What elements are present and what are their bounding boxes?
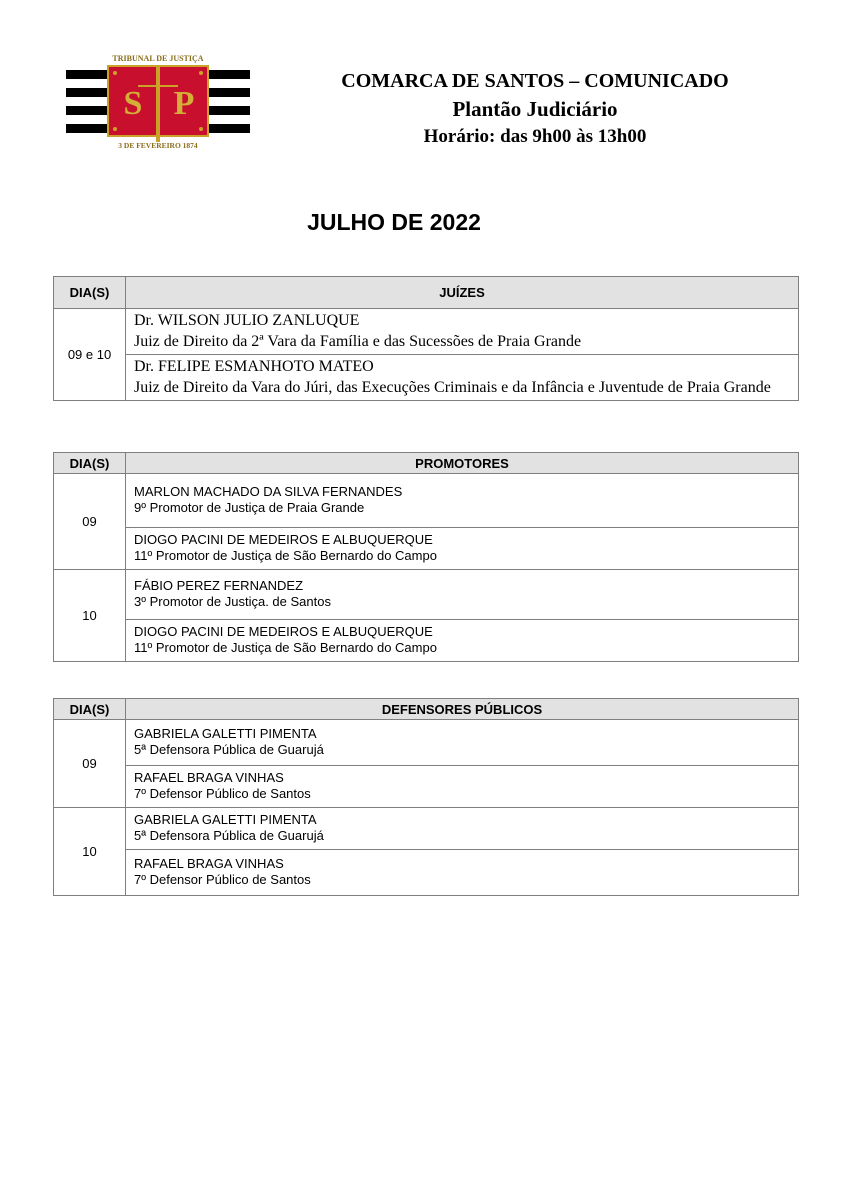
table-row	[54, 355, 799, 401]
defensores-col-title: DEFENSORES PÚBLICOS	[126, 699, 799, 720]
defender-entry	[126, 720, 799, 766]
judge-name: Dr. FELIPE ESMANHOTO MATEO	[134, 358, 374, 375]
judge-role: Juiz de Direito da Vara do Júri, das Execuções Criminais e da Infância e Juventude de Praia Grande	[134, 379, 771, 396]
defender-entry	[126, 850, 799, 896]
table-row	[54, 620, 799, 662]
prosecutor-entry	[126, 474, 799, 528]
promotores-day: 09	[54, 474, 126, 570]
defender-entry	[126, 808, 799, 850]
prosecutor-role: 9º Promotor de Justiça de Praia Grande	[134, 500, 365, 515]
table-row	[54, 850, 799, 896]
month-title: JULHO DE 2022	[307, 209, 481, 235]
defender-name: RAFAEL BRAGA VINHAS	[134, 770, 284, 785]
prosecutor-name: FÁBIO PEREZ FERNANDEZ	[134, 578, 304, 593]
defender-name: RAFAEL BRAGA VINHAS	[134, 856, 284, 871]
prosecutor-role: 11º Promotor de Justiça de São Bernardo do Campo	[134, 548, 437, 563]
defensores-table	[53, 698, 799, 896]
promotores-col-day: DIA(S)	[54, 453, 126, 474]
defender-role: 7º Defensor Público de Santos	[134, 872, 311, 887]
defensores-day: 10	[54, 808, 126, 896]
table-row	[54, 720, 799, 766]
juizes-table	[53, 276, 799, 401]
prosecutor-name: DIOGO PACINI DE MEDEIROS E ALBUQUERQUE	[134, 624, 433, 639]
prosecutor-name: MARLON MACHADO DA SILVA FERNANDES	[134, 484, 403, 499]
juizes-col-title: JUÍZES	[126, 277, 799, 309]
prosecutor-role: 11º Promotor de Justiça de São Bernardo do Campo	[134, 640, 437, 655]
header-horario: Horário: das 9h00 às 13h00	[423, 126, 647, 147]
logo-bottom-text: 3 DE FEVEREIRO 1874	[118, 141, 198, 150]
prosecutor-entry	[126, 570, 799, 620]
prosecutor-name: DIOGO PACINI DE MEDEIROS E ALBUQUERQUE	[134, 532, 433, 547]
header-plantao: Plantão Judiciário	[452, 97, 618, 121]
judge-name: Dr. WILSON JULIO ZANLUQUE	[134, 312, 360, 329]
logo-top-text: TRIBUNAL DE JUSTIÇA	[112, 54, 204, 63]
prosecutor-entry	[126, 528, 799, 570]
defender-name: GABRIELA GALETTI PIMENTA	[134, 726, 317, 741]
defender-role: 7º Defensor Público de Santos	[134, 786, 311, 801]
defender-role: 5ª Defensora Pública de Guarujá	[134, 828, 324, 843]
tribunal-logo	[66, 52, 250, 150]
judge-entry	[126, 355, 799, 401]
header-comarca: COMARCA DE SANTOS – COMUNICADO	[341, 70, 729, 92]
promotores-day: 10	[54, 570, 126, 662]
juizes-day: 09 e 10	[54, 309, 126, 401]
defender-name: GABRIELA GALETTI PIMENTA	[134, 812, 317, 827]
juizes-col-day: DIA(S)	[54, 277, 126, 309]
table-row	[54, 528, 799, 570]
judge-entry	[126, 309, 799, 355]
logo-letter-s: S	[123, 85, 143, 122]
defender-role: 5ª Defensora Pública de Guarujá	[134, 742, 324, 757]
defender-entry	[126, 766, 799, 808]
judge-role: Juiz de Direito da 2ª Vara da Família e das Sucessões de Praia Grande	[134, 333, 582, 350]
promotores-col-title: PROMOTORES	[126, 453, 799, 474]
table-row	[54, 309, 799, 355]
promotores-table	[53, 452, 799, 662]
table-row	[54, 570, 799, 620]
table-row	[54, 808, 799, 850]
prosecutor-entry	[126, 620, 799, 662]
defensores-col-day: DIA(S)	[54, 699, 126, 720]
prosecutor-role: 3º Promotor de Justiça. de Santos	[134, 594, 331, 609]
table-row	[54, 766, 799, 808]
logo-letter-p: P	[173, 85, 195, 122]
table-row	[54, 474, 799, 528]
defensores-day: 09	[54, 720, 126, 808]
